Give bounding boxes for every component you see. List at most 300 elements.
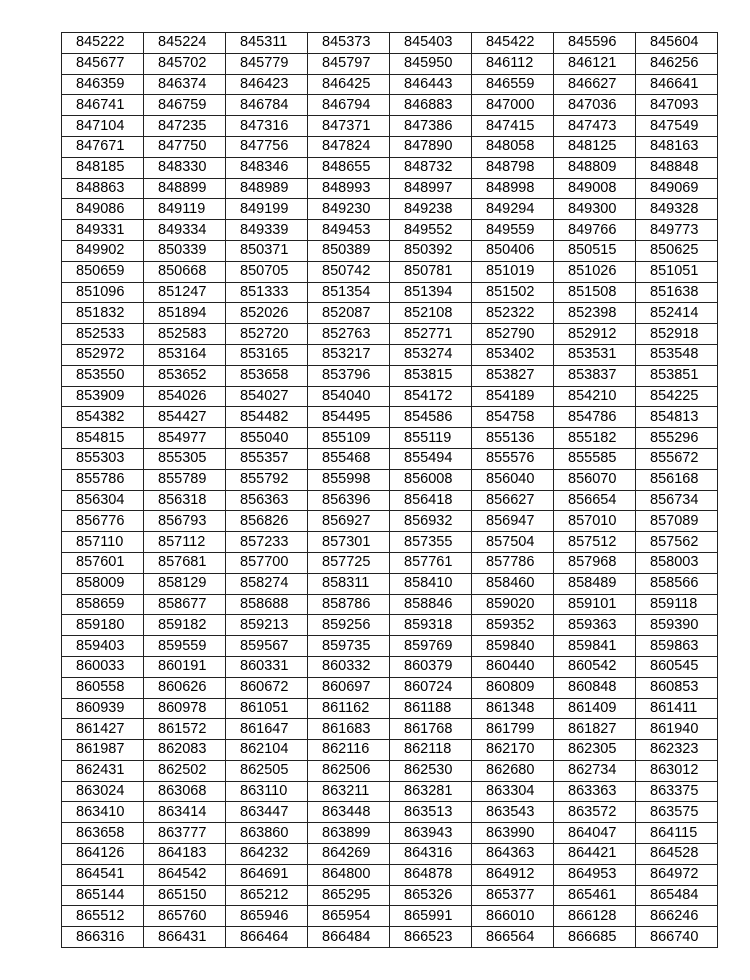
table-cell: 864316: [390, 844, 472, 865]
table-cell: 860697: [308, 677, 390, 698]
table-cell: 863414: [144, 802, 226, 823]
table-cell: 856070: [554, 469, 636, 490]
table-cell: 856734: [636, 490, 718, 511]
table-cell: 858677: [144, 594, 226, 615]
table-cell: 850392: [390, 240, 472, 261]
table-cell: 845224: [144, 33, 226, 54]
table-cell: 850668: [144, 261, 226, 282]
table-cell: 864232: [226, 844, 308, 865]
table-cell: 857512: [554, 532, 636, 553]
table-cell: 863513: [390, 802, 472, 823]
table-cell: 853837: [554, 365, 636, 386]
table-cell: 864363: [472, 844, 554, 865]
table-cell: 854813: [636, 407, 718, 428]
table-cell: 845797: [308, 53, 390, 74]
table-cell: 845677: [62, 53, 144, 74]
table-cell: 856627: [472, 490, 554, 511]
table-cell: 849300: [554, 199, 636, 220]
table-row: [62, 636, 718, 657]
table-cell: 857355: [390, 532, 472, 553]
table-row: [62, 532, 718, 553]
table-cell: 866685: [554, 927, 636, 948]
table-cell: 860379: [390, 656, 472, 677]
table-cell: 859559: [144, 636, 226, 657]
table-cell: 854495: [308, 407, 390, 428]
table-cell: 855998: [308, 469, 390, 490]
table-cell: 848185: [62, 157, 144, 178]
table-cell: 850781: [390, 261, 472, 282]
table-row: [62, 552, 718, 573]
table-cell: 852026: [226, 303, 308, 324]
table-cell: 861647: [226, 719, 308, 740]
table-cell: 859180: [62, 615, 144, 636]
table-cell: 865946: [226, 906, 308, 927]
table-cell: 857761: [390, 552, 472, 573]
table-cell: 847093: [636, 95, 718, 116]
table-cell: 862083: [144, 740, 226, 761]
table-cell: 847824: [308, 136, 390, 157]
table-cell: 854040: [308, 386, 390, 407]
table-cell: 853165: [226, 344, 308, 365]
table-row: [62, 677, 718, 698]
table-row: [62, 448, 718, 469]
table-cell: 848809: [554, 157, 636, 178]
table-cell: 849008: [554, 178, 636, 199]
table-cell: 852533: [62, 324, 144, 345]
table-cell: 851832: [62, 303, 144, 324]
table-cell: 850515: [554, 240, 636, 261]
table-cell: 848346: [226, 157, 308, 178]
table-cell: 858003: [636, 552, 718, 573]
table-cell: 851354: [308, 282, 390, 303]
table-cell: 847235: [144, 116, 226, 137]
table-cell: 866431: [144, 927, 226, 948]
table-cell: 852912: [554, 324, 636, 345]
table-cell: 859182: [144, 615, 226, 636]
table-cell: 847386: [390, 116, 472, 137]
table-cell: 852414: [636, 303, 718, 324]
table-cell: 853550: [62, 365, 144, 386]
table-cell: 845779: [226, 53, 308, 74]
table-cell: 849766: [554, 220, 636, 241]
table-cell: 849230: [308, 199, 390, 220]
table-cell: 849294: [472, 199, 554, 220]
table-cell: 853274: [390, 344, 472, 365]
table-cell: 863363: [554, 781, 636, 802]
table-row: [62, 303, 718, 324]
table-row: [62, 844, 718, 865]
table-cell: 866128: [554, 906, 636, 927]
table-cell: 862506: [308, 760, 390, 781]
table-cell: 851894: [144, 303, 226, 324]
table-cell: 847549: [636, 116, 718, 137]
table-cell: 853402: [472, 344, 554, 365]
table-cell: 853658: [226, 365, 308, 386]
table-cell: 848798: [472, 157, 554, 178]
table-cell: 851638: [636, 282, 718, 303]
table-row: [62, 490, 718, 511]
table-cell: 863447: [226, 802, 308, 823]
table-cell: 854382: [62, 407, 144, 428]
table-cell: 858274: [226, 573, 308, 594]
table-cell: 847371: [308, 116, 390, 137]
table-cell: 866740: [636, 927, 718, 948]
table-cell: 865212: [226, 885, 308, 906]
table-row: [62, 136, 718, 157]
table-cell: 849199: [226, 199, 308, 220]
table-cell: 852087: [308, 303, 390, 324]
table-cell: 848993: [308, 178, 390, 199]
table-cell: 860848: [554, 677, 636, 698]
table-cell: 862680: [472, 760, 554, 781]
table-row: [62, 906, 718, 927]
table-cell: 866010: [472, 906, 554, 927]
table-cell: 857786: [472, 552, 554, 573]
table-cell: 863211: [308, 781, 390, 802]
table-cell: 854427: [144, 407, 226, 428]
table-cell: 850389: [308, 240, 390, 261]
table-cell: 851394: [390, 282, 472, 303]
table-cell: 859352: [472, 615, 554, 636]
table-cell: 853909: [62, 386, 144, 407]
table-cell: 864183: [144, 844, 226, 865]
table-cell: 859863: [636, 636, 718, 657]
table-cell: 852322: [472, 303, 554, 324]
table-cell: 865150: [144, 885, 226, 906]
table-cell: 848125: [554, 136, 636, 157]
table-row: [62, 178, 718, 199]
table-cell: 852790: [472, 324, 554, 345]
table-row: [62, 240, 718, 261]
table-cell: 856168: [636, 469, 718, 490]
table-cell: 856304: [62, 490, 144, 511]
table-cell: 861683: [308, 719, 390, 740]
table-cell: 864953: [554, 864, 636, 885]
table-cell: 845596: [554, 33, 636, 54]
table-cell: 846627: [554, 74, 636, 95]
table-cell: 854026: [144, 386, 226, 407]
table-row: [62, 823, 718, 844]
table-row: [62, 864, 718, 885]
table-cell: 858659: [62, 594, 144, 615]
table-cell: 864800: [308, 864, 390, 885]
table-cell: 866246: [636, 906, 718, 927]
table-cell: 852918: [636, 324, 718, 345]
table-cell: 864541: [62, 864, 144, 885]
table-cell: 848848: [636, 157, 718, 178]
table-cell: 864269: [308, 844, 390, 865]
table-cell: 857089: [636, 511, 718, 532]
table-cell: 866316: [62, 927, 144, 948]
table-cell: 856318: [144, 490, 226, 511]
table-cell: 861051: [226, 698, 308, 719]
table-cell: 864115: [636, 823, 718, 844]
table-cell: 845373: [308, 33, 390, 54]
table-cell: 856927: [308, 511, 390, 532]
table-cell: 855468: [308, 448, 390, 469]
table-cell: 865512: [62, 906, 144, 927]
table-cell: 847000: [472, 95, 554, 116]
table-cell: 853796: [308, 365, 390, 386]
table-row: [62, 53, 718, 74]
table-cell: 864542: [144, 864, 226, 885]
table-cell: 857968: [554, 552, 636, 573]
table-cell: 862118: [390, 740, 472, 761]
table-cell: 846112: [472, 53, 554, 74]
table-row: [62, 282, 718, 303]
table-row: [62, 594, 718, 615]
table-cell: 859735: [308, 636, 390, 657]
table-cell: 865144: [62, 885, 144, 906]
table-cell: 846359: [62, 74, 144, 95]
table-row: [62, 927, 718, 948]
table-cell: 855040: [226, 428, 308, 449]
table-row: [62, 885, 718, 906]
table-cell: 863572: [554, 802, 636, 823]
table-cell: 853531: [554, 344, 636, 365]
table-cell: 859403: [62, 636, 144, 657]
table-cell: 854210: [554, 386, 636, 407]
table-cell: 860672: [226, 677, 308, 698]
table-cell: 854815: [62, 428, 144, 449]
table-cell: 850371: [226, 240, 308, 261]
number-table: [61, 32, 718, 948]
table-cell: 853164: [144, 344, 226, 365]
table-cell: 860191: [144, 656, 226, 677]
table-cell: 861188: [390, 698, 472, 719]
table-cell: 854786: [554, 407, 636, 428]
table-cell: 852771: [390, 324, 472, 345]
table-row: [62, 760, 718, 781]
table-row: [62, 698, 718, 719]
table-row: [62, 469, 718, 490]
table-cell: 866523: [390, 927, 472, 948]
table-cell: 859390: [636, 615, 718, 636]
table-row: [62, 511, 718, 532]
table-cell: 862431: [62, 760, 144, 781]
table-row: [62, 365, 718, 386]
table-cell: 859840: [472, 636, 554, 657]
table-cell: 862104: [226, 740, 308, 761]
table-row: [62, 116, 718, 137]
table-cell: 866564: [472, 927, 554, 948]
table-row: [62, 615, 718, 636]
table-cell: 863899: [308, 823, 390, 844]
table-cell: 857010: [554, 511, 636, 532]
table-cell: 848330: [144, 157, 226, 178]
table-cell: 859567: [226, 636, 308, 657]
table-cell: 847415: [472, 116, 554, 137]
table-cell: 858489: [554, 573, 636, 594]
table-cell: 848863: [62, 178, 144, 199]
table-cell: 860542: [554, 656, 636, 677]
table-cell: 847036: [554, 95, 636, 116]
table-cell: 855576: [472, 448, 554, 469]
table-cell: 862505: [226, 760, 308, 781]
table-cell: 863777: [144, 823, 226, 844]
table-cell: 847671: [62, 136, 144, 157]
table-cell: 854758: [472, 407, 554, 428]
table-cell: 856418: [390, 490, 472, 511]
table-cell: 846883: [390, 95, 472, 116]
table-cell: 849773: [636, 220, 718, 241]
table-cell: 863448: [308, 802, 390, 823]
table-row: [62, 719, 718, 740]
table-cell: 855494: [390, 448, 472, 469]
table-cell: 864691: [226, 864, 308, 885]
table-cell: 860724: [390, 677, 472, 698]
table-cell: 861827: [554, 719, 636, 740]
table-cell: 862305: [554, 740, 636, 761]
table-cell: 845311: [226, 33, 308, 54]
table-cell: 846759: [144, 95, 226, 116]
table-cell: 860331: [226, 656, 308, 677]
table-cell: 860626: [144, 677, 226, 698]
table-cell: 846256: [636, 53, 718, 74]
table-cell: 846784: [226, 95, 308, 116]
table-row: [62, 95, 718, 116]
table-cell: 847473: [554, 116, 636, 137]
table-cell: 858566: [636, 573, 718, 594]
table-cell: 849552: [390, 220, 472, 241]
table-cell: 850406: [472, 240, 554, 261]
table-cell: 853652: [144, 365, 226, 386]
table-cell: 864047: [554, 823, 636, 844]
table-cell: 855585: [554, 448, 636, 469]
table-row: [62, 199, 718, 220]
table-cell: 857301: [308, 532, 390, 553]
table-cell: 858311: [308, 573, 390, 594]
table-cell: 860545: [636, 656, 718, 677]
table-cell: 850625: [636, 240, 718, 261]
table-cell: 863860: [226, 823, 308, 844]
table-cell: 864878: [390, 864, 472, 885]
table-cell: 846121: [554, 53, 636, 74]
table-row: [62, 33, 718, 54]
table-cell: 852398: [554, 303, 636, 324]
table-cell: 859020: [472, 594, 554, 615]
table-cell: 862734: [554, 760, 636, 781]
table-cell: 849238: [390, 199, 472, 220]
table-cell: 847890: [390, 136, 472, 157]
table-row: [62, 781, 718, 802]
table-cell: 859363: [554, 615, 636, 636]
table-cell: 859769: [390, 636, 472, 657]
table-cell: 862502: [144, 760, 226, 781]
number-table-body: [62, 33, 718, 948]
table-row: [62, 740, 718, 761]
table-cell: 847750: [144, 136, 226, 157]
table-cell: 858009: [62, 573, 144, 594]
table-cell: 864528: [636, 844, 718, 865]
table-cell: 860809: [472, 677, 554, 698]
table-cell: 860939: [62, 698, 144, 719]
table-cell: 856654: [554, 490, 636, 511]
table-cell: 861409: [554, 698, 636, 719]
table-cell: 860332: [308, 656, 390, 677]
table-cell: 865760: [144, 906, 226, 927]
table-cell: 855672: [636, 448, 718, 469]
table-cell: 855136: [472, 428, 554, 449]
table-cell: 849086: [62, 199, 144, 220]
table-cell: 863281: [390, 781, 472, 802]
table-cell: 864126: [62, 844, 144, 865]
table-cell: 852583: [144, 324, 226, 345]
table-cell: 856008: [390, 469, 472, 490]
table-cell: 845422: [472, 33, 554, 54]
table-cell: 856396: [308, 490, 390, 511]
table-cell: 845403: [390, 33, 472, 54]
table-cell: 857601: [62, 552, 144, 573]
table-cell: 856040: [472, 469, 554, 490]
table-cell: 858410: [390, 573, 472, 594]
table-cell: 847104: [62, 116, 144, 137]
table-cell: 854586: [390, 407, 472, 428]
table-cell: 863990: [472, 823, 554, 844]
table-cell: 859841: [554, 636, 636, 657]
table-cell: 848163: [636, 136, 718, 157]
table-row: [62, 344, 718, 365]
table-cell: 851502: [472, 282, 554, 303]
table-cell: 855296: [636, 428, 718, 449]
table-row: [62, 261, 718, 282]
table-cell: 849559: [472, 220, 554, 241]
table-cell: 853548: [636, 344, 718, 365]
table-cell: 847756: [226, 136, 308, 157]
table-cell: 863068: [144, 781, 226, 802]
table-cell: 863304: [472, 781, 554, 802]
table-cell: 865991: [390, 906, 472, 927]
table-cell: 857110: [62, 532, 144, 553]
table-cell: 859101: [554, 594, 636, 615]
table-cell: 861987: [62, 740, 144, 761]
table-cell: 848989: [226, 178, 308, 199]
table-cell: 848732: [390, 157, 472, 178]
table-cell: 849453: [308, 220, 390, 241]
table-cell: 864912: [472, 864, 554, 885]
table-cell: 851333: [226, 282, 308, 303]
table-cell: 855789: [144, 469, 226, 490]
table-row: [62, 428, 718, 449]
table-cell: 862530: [390, 760, 472, 781]
table-cell: 851508: [554, 282, 636, 303]
table-cell: 860853: [636, 677, 718, 698]
table-cell: 854189: [472, 386, 554, 407]
table-cell: 849902: [62, 240, 144, 261]
table-cell: 850659: [62, 261, 144, 282]
table-cell: 865954: [308, 906, 390, 927]
table-cell: 861572: [144, 719, 226, 740]
table-cell: 855792: [226, 469, 308, 490]
table-cell: 854027: [226, 386, 308, 407]
table-cell: 846443: [390, 74, 472, 95]
table-cell: 854977: [144, 428, 226, 449]
table-cell: 851247: [144, 282, 226, 303]
table-cell: 863575: [636, 802, 718, 823]
table-cell: 861411: [636, 698, 718, 719]
table-cell: 857700: [226, 552, 308, 573]
table-cell: 854225: [636, 386, 718, 407]
table-cell: 863110: [226, 781, 308, 802]
table-cell: 848655: [308, 157, 390, 178]
table-cell: 845950: [390, 53, 472, 74]
table-cell: 853217: [308, 344, 390, 365]
table-cell: 845702: [144, 53, 226, 74]
table-cell: 859318: [390, 615, 472, 636]
table-cell: 849119: [144, 199, 226, 220]
table-cell: 855357: [226, 448, 308, 469]
table-cell: 855305: [144, 448, 226, 469]
